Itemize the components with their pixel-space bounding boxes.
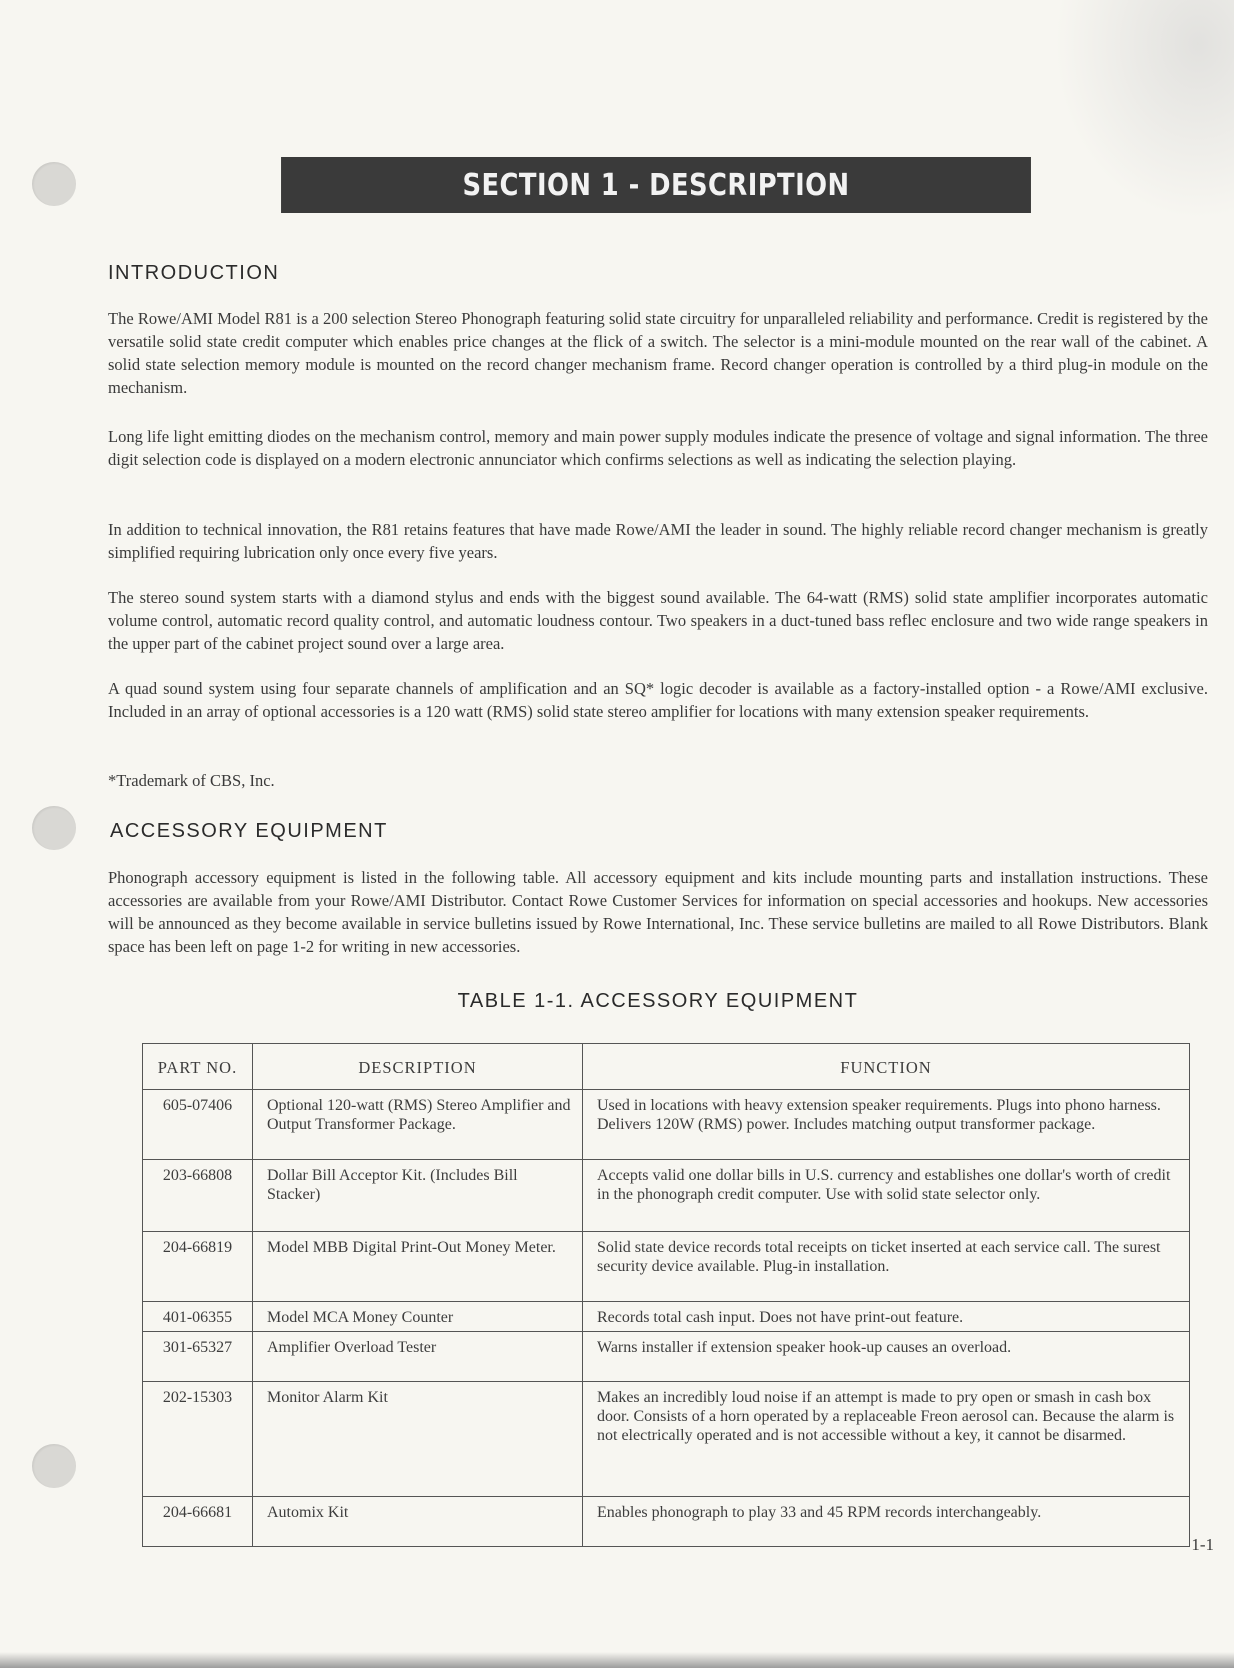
description: Amplifier Overload Tester bbox=[253, 1332, 583, 1382]
description: Optional 120-watt (RMS) Stereo Amplifier and Output Transformer Package. bbox=[253, 1090, 583, 1160]
table-row bbox=[143, 1497, 1190, 1547]
accessory-table bbox=[142, 1043, 1190, 1547]
function: Accepts valid one dollar bills in U.S. currency and establishes one dollar's worth of credit in the phonograph credit computer. Use with solid state selector only. bbox=[583, 1160, 1190, 1232]
part-number: 203-66808 bbox=[143, 1160, 253, 1232]
introduction-heading: INTRODUCTION bbox=[108, 262, 280, 284]
function: Makes an incredibly loud noise if an attempt is made to pry open or smash in cash box door. Consists of a horn operated by a replaceable Freon aerosol can. Because the alarm is not electrically operated and is not accessible without a key, it cannot be disarmed. bbox=[583, 1382, 1190, 1497]
function: Records total cash input. Does not have print-out feature. bbox=[583, 1302, 1190, 1332]
header-function: FUNCTION bbox=[583, 1044, 1190, 1090]
part-number: 401-06355 bbox=[143, 1302, 253, 1332]
section-title-banner bbox=[281, 157, 1031, 213]
function: Solid state device records total receipts on ticket inserted at each service call. The surest security device available. Plug-in installation. bbox=[583, 1232, 1190, 1302]
punch-hole-bottom bbox=[32, 1444, 76, 1488]
intro-paragraph-5: A quad sound system using four separate channels of amplification and an SQ* logic decoder is available as a factory-installed option - a Rowe/AMI exclusive. Included in an array of optional accessories is a 120 watt (RMS) solid state stereo amplifier for locations with many extension speaker requirements. bbox=[108, 679, 1208, 721]
intro-paragraph-4: The stereo sound system starts with a diamond stylus and ends with the biggest sound available. The 64-watt (RMS) solid state amplifier incorporates automatic volume control, automatic record quality control, and automatic loudness contour. Two speakers in a duct-tuned bass reflec enclosure and two wide range speakers in the upper part of the cabinet project sound over a large area. bbox=[108, 588, 1208, 653]
description: Model MCA Money Counter bbox=[253, 1302, 583, 1332]
function: Enables phonograph to play 33 and 45 RPM records interchangeably. bbox=[583, 1497, 1190, 1547]
accessory-paragraph: Phonograph accessory equipment is listed in the following table. All accessory equipment and kits include mounting parts and installation instructions. These accessories are available from your Rowe/AMI Distributor. Contact Rowe Customer Services for information on special accessories and hookups. New accessories will be announced as they become available in service bulletins issued by Rowe International, Inc. These service bulletins are mailed to all Rowe Distributors. Blank space has been left on page 1-2 for writing in new accessories. bbox=[108, 868, 1208, 956]
part-number: 202-15303 bbox=[143, 1382, 253, 1497]
table-row bbox=[143, 1090, 1190, 1160]
table-row bbox=[143, 1382, 1190, 1497]
table-header-row bbox=[143, 1044, 1190, 1090]
table-row bbox=[143, 1302, 1190, 1332]
description: Model MBB Digital Print-Out Money Meter. bbox=[253, 1232, 583, 1302]
table-row bbox=[143, 1332, 1190, 1382]
table-title: TABLE 1-1. ACCESSORY EQUIPMENT bbox=[457, 990, 859, 1012]
trademark-footnote: *Trademark of CBS, Inc. bbox=[108, 771, 275, 790]
description: Monitor Alarm Kit bbox=[253, 1382, 583, 1497]
function: Used in locations with heavy extension speaker requirements. Plugs into phono harness. Delivers 120W (RMS) power. Includes matching output transformer package. bbox=[583, 1090, 1190, 1160]
part-number: 204-66681 bbox=[143, 1497, 253, 1547]
accessory-heading: ACCESSORY EQUIPMENT bbox=[110, 820, 388, 842]
punch-hole-middle bbox=[32, 806, 76, 850]
page-number: 1-1 bbox=[1191, 1535, 1214, 1554]
header-description: DESCRIPTION bbox=[253, 1044, 583, 1090]
section-title: SECTION 1 - DESCRIPTION bbox=[462, 167, 850, 203]
function: Warns installer if extension speaker hook-up causes an overload. bbox=[583, 1332, 1190, 1382]
table-row bbox=[143, 1160, 1190, 1232]
intro-paragraph-1: The Rowe/AMI Model R81 is a 200 selection Stereo Phonograph featuring solid state circuitry for unparalleled reliability and performance. Credit is registered by the versatile solid state credit computer which enables price changes at the flick of a switch. The selector is a mini-module mounted on the rear wall of the cabinet. A solid state selection memory module is mounted on the record changer mechanism frame. Record changer operation is controlled by a third plug-in module on the mechanism. bbox=[108, 309, 1208, 397]
intro-paragraph-2: Long life light emitting diodes on the mechanism control, memory and main power supply modules indicate the presence of voltage and signal information. The three digit selection code is displayed on a modern electronic annunciator which confirms selections as well as indicating the selection playing. bbox=[108, 427, 1208, 469]
part-number: 301-65327 bbox=[143, 1332, 253, 1382]
punch-hole-top bbox=[32, 162, 76, 206]
description: Automix Kit bbox=[253, 1497, 583, 1547]
paper-stain bbox=[1054, 0, 1234, 220]
header-part-no: PART NO. bbox=[143, 1044, 253, 1090]
part-number: 204-66819 bbox=[143, 1232, 253, 1302]
part-number: 605-07406 bbox=[143, 1090, 253, 1160]
description: Dollar Bill Acceptor Kit. (Includes Bill Stacker) bbox=[253, 1160, 583, 1232]
table-row bbox=[143, 1232, 1190, 1302]
intro-paragraph-3: In addition to technical innovation, the R81 retains features that have made Rowe/AMI the leader in sound. The highly reliable record changer mechanism is greatly simplified requiring lubrication only once every five years. bbox=[108, 520, 1208, 562]
page-edge-shadow bbox=[0, 1652, 1234, 1668]
